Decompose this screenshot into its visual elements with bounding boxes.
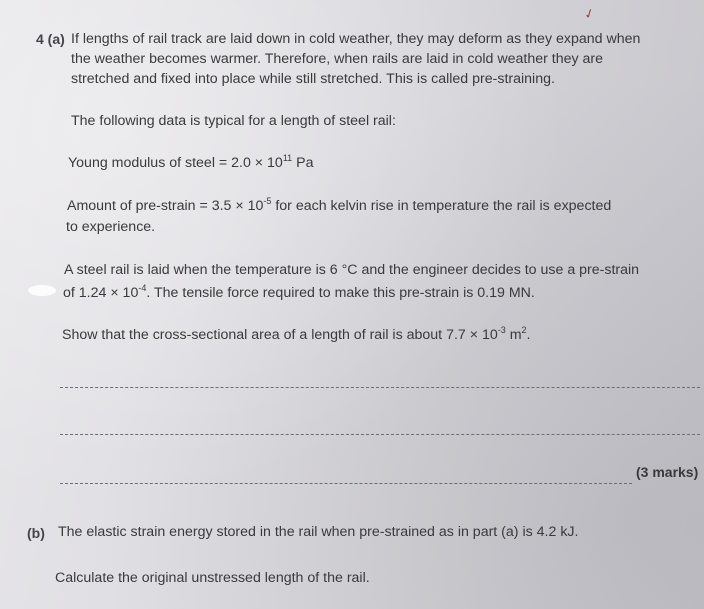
young-modulus-text: Young modulus of steel = 2.0 × 10	[68, 155, 283, 171]
part-b-line-1: The elastic strain energy stored in the rail when pre-strained as in part (a) is 4.2 kJ.	[58, 524, 579, 540]
pen-tick-mark: ✓	[581, 4, 597, 23]
marks-label: (3 marks)	[636, 464, 699, 480]
intro-line-2: the weather becomes warmer. Therefore, when rails are laid in cold weather they are	[71, 51, 604, 67]
young-modulus-line	[68, 155, 313, 172]
answer-line-1[interactable]	[60, 387, 700, 388]
part-b-line-2: Calculate the original unstressed length of the rail.	[55, 570, 370, 586]
scenario-line-1: A steel rail is laid when the temperature is 6 °C and the engineer decides to use a pre-strain	[64, 262, 640, 278]
question-number: 4 (a)	[36, 31, 65, 47]
glare-spot	[28, 285, 56, 296]
prestrain-text: Amount of pre-strain = 3.5 × 10	[67, 198, 264, 214]
show-that-exponent: -3	[497, 325, 506, 335]
intro-line-3: stretched and fixed into place while still stretched. This is called pre-straining.	[71, 71, 555, 87]
scenario-line-2	[63, 285, 535, 302]
prestrain-line-2: to experience.	[66, 219, 156, 235]
show-that-unit-exponent: 2	[521, 325, 527, 335]
show-that-unit: m	[505, 327, 522, 343]
scenario-text: of 1.24 × 10	[63, 285, 139, 301]
scenario-suffix: . The tensile force required to make this pre-strain is 0.19 MN.	[146, 285, 535, 301]
answer-line-2[interactable]	[60, 434, 700, 435]
prestrain-suffix: for each kelvin rise in temperature the rail is expected	[271, 198, 612, 214]
data-intro: The following data is typical for a length of steel rail:	[71, 113, 396, 129]
show-that-end: .	[526, 327, 531, 343]
part-b-label: (b)	[27, 525, 45, 541]
young-modulus-unit: Pa	[292, 155, 314, 171]
scenario-exponent: -4	[138, 283, 147, 293]
show-that-text: Show that the cross-sectional area of a length of rail is about 7.7 × 10	[62, 327, 498, 343]
prestrain-exponent: -5	[263, 196, 272, 206]
answer-line-3[interactable]	[60, 483, 632, 484]
prestrain-line-1	[67, 198, 611, 215]
intro-line-1: If lengths of rail track are laid down in cold weather, they may deform as they expand when	[71, 31, 641, 47]
show-that-line	[62, 327, 531, 344]
young-modulus-exponent: 11	[282, 153, 293, 163]
